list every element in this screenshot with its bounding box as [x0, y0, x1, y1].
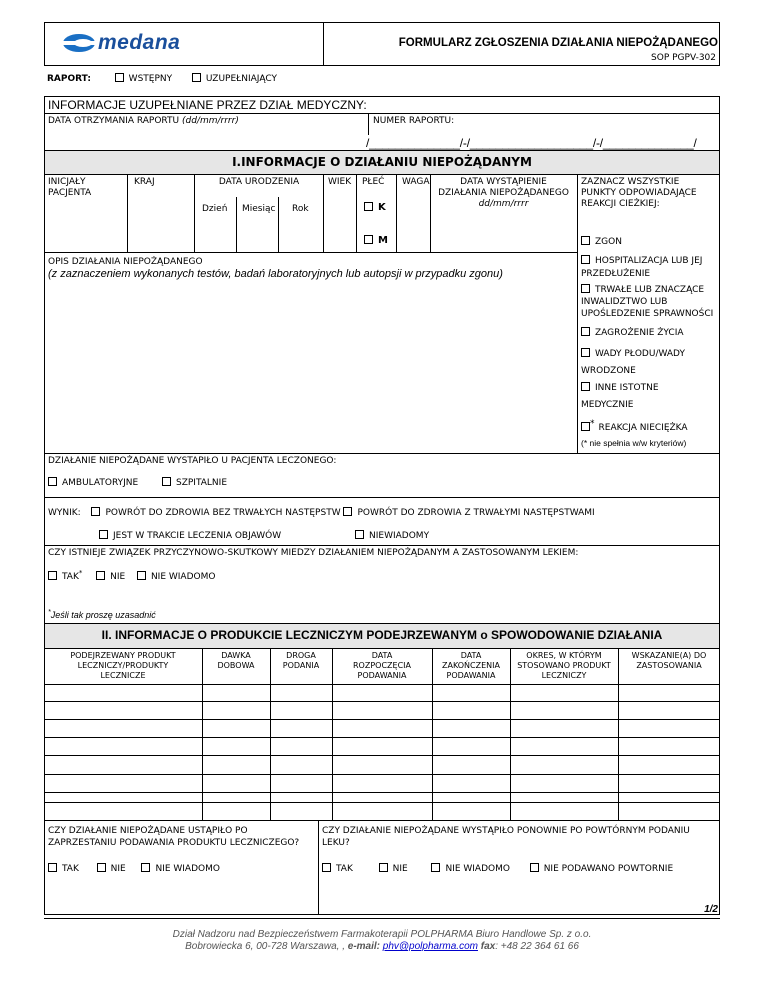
date-received-label: DATA OTRZYMANIA RAPORTU (dd/mm/rrrr)	[48, 116, 239, 126]
logo-text: medana	[98, 31, 181, 54]
criteria-other[interactable]: INNE ISTOTNE MEDYCZNIE	[581, 383, 659, 410]
sex-female[interactable]: K	[364, 202, 386, 213]
criteria-hospitalization[interactable]: HOSPITALIZACJA LUB JEJ PRZEDŁUŻENIE	[581, 256, 703, 279]
dob-year: Rok	[292, 204, 309, 214]
sex-label: PŁEĆ	[362, 177, 385, 187]
outcome-label: WYNIK:	[48, 508, 81, 518]
table-row[interactable]	[44, 719, 720, 720]
page-number: 1/2	[704, 904, 718, 915]
outcome-ongoing[interactable]: JEST W TRAKCIE LECZENIA OBJAWÓW	[99, 530, 281, 541]
form-title: FORMULARZ ZGŁOSZENIA DZIAŁANIA NIEPOŻĄDANEGO	[398, 37, 718, 49]
col-route: DROGA PODANIA	[282, 651, 320, 670]
criteria-birth-defect[interactable]: WADY PŁODU/WADY WRODZONE	[581, 349, 685, 376]
table-row[interactable]	[44, 802, 720, 803]
dechallenge-unknown[interactable]: NIE WIADOMO	[141, 864, 220, 874]
footer-email-link[interactable]: phv@polpharma.com	[382, 941, 478, 952]
dechallenge-question: CZY DZIAŁANIE NIEPOŻĄDANE USTĄPIŁO PO ZAPRZESTANIU PODAWANIA PRODUKTU LECZNICZEGO?	[48, 826, 300, 848]
rechallenge-no[interactable]: NIE	[379, 864, 408, 874]
initials-label: INICJAŁY PACJENTA	[48, 177, 92, 198]
date-received-field[interactable]: /______________/-/___________________/-/______________/	[366, 136, 697, 150]
table-row[interactable]	[44, 737, 720, 738]
dob-day: Dzień	[202, 204, 228, 214]
criteria-non-serious-note: (* nie spełnia w/w kryteriów)	[581, 438, 687, 448]
causal-footnote: *Jeśli tak proszę uzasadnić	[48, 609, 156, 620]
causal-yes[interactable]: TAK*	[48, 572, 82, 582]
table-row[interactable]	[44, 755, 720, 756]
criteria-non-serious[interactable]: * REAKCJA NIECIĘŻKA	[581, 419, 688, 433]
description-note: (z zaznaczeniem wykonanych testów, badań laboratoryjnych lub autopsji w przypadku zgonu)	[48, 268, 503, 280]
causal-unknown[interactable]: NIE WIADOMO	[137, 572, 216, 582]
logo	[62, 31, 212, 55]
report-initial-checkbox[interactable]	[115, 73, 124, 82]
dechallenge-yes[interactable]: TAK	[48, 864, 79, 874]
sex-male[interactable]: M	[364, 235, 388, 246]
causal-no[interactable]: NIE	[96, 572, 125, 582]
section2-title: II. INFORMACJE O PRODUKCIE LECZNICZYM PODEJRZEWANYM o SPOWODOWANIE DZIAŁANIA	[101, 628, 663, 642]
dechallenge-no[interactable]: NIE	[97, 864, 126, 874]
outcome-sequelae[interactable]: POWRÓT DO ZDROWIA Z TRWAŁYMI NASTĘPSTWAMI	[343, 508, 594, 518]
country-label: KRAJ	[134, 177, 155, 187]
treated-label: DZIAŁANIE NIEPOŻĄDANE WYSTAPIŁO U PACJENTA LECZONEGO:	[48, 456, 337, 466]
causal-label: CZY ISTNIEJE ZWIĄZEK PRZYCZYNOWO-SKUTKOWY MIEDZY DZIAŁANIEM NIEPOŻĄDANYM A ZASTOSOWANYM LEKIEM:	[48, 548, 579, 558]
report-label: RAPORT:	[47, 74, 91, 84]
treated-ambulatory[interactable]: AMBULATORYJNE	[48, 477, 138, 488]
rechallenge-question: CZY DZIAŁANIE NIEPOŻĄDANE WYSTĄPIŁO PONOWNIE PO POWTÓRNYM PODANIU LEKU?	[322, 826, 690, 848]
serious-label: ZAZNACZ WSZYSTKIE PUNKTY ODPOWIADAJĄCE REAKCJI CIEŻKIEJ:	[581, 177, 697, 209]
col-start-date: DATA ROZPOCZĘCIA PODAWANIA	[353, 651, 411, 680]
col-product: PODEJRZEWANY PRODUKT LECZNICZY/PRODUKTY LECZNICZE	[70, 651, 176, 680]
table-row[interactable]	[44, 792, 720, 793]
report-number-label: NUMER RAPORTU:	[373, 116, 455, 126]
onset-label: DATA WYSTĄPIENIE DZIAŁANIA NIEPOŻĄDANEGO dd/mm/rrrr	[438, 177, 569, 209]
col-period: OKRES, W KTÓRYM STOSOWANO PRODUKT LECZNICZY	[517, 651, 611, 680]
col-indication: WSKAZANIE(A) DO ZASTOSOWANIA	[631, 651, 707, 670]
dob-label: DATA URODZENIA	[218, 177, 300, 187]
report-initial-label: WSTĘPNY	[128, 74, 173, 84]
rechallenge-not-repeated[interactable]: NIE PODAWANO POWTORNIE	[530, 864, 673, 874]
rechallenge-options	[322, 863, 673, 874]
col-dose: DAWKA DOBOWA	[217, 651, 255, 670]
rechallenge-yes[interactable]: TAK	[322, 864, 353, 874]
age-label: WIEK	[328, 177, 352, 187]
medana-logo-icon	[62, 32, 96, 54]
col-end-date: DATA ZAKOŃCZENIA PODAWANIA	[442, 651, 500, 680]
treated-hospital[interactable]: SZPITALNIE	[162, 477, 227, 488]
criteria-death[interactable]: ZGON	[581, 236, 622, 247]
report-type-row	[47, 73, 277, 84]
outcome-unknown[interactable]: NIEWIADOMY	[355, 530, 429, 541]
section1-title: I.INFORMACJE O DZIAŁANIU NIEPOŻĄDANYM	[232, 155, 532, 169]
report-supplementary-label: UZUPEŁNIAJĄCY	[205, 74, 278, 84]
form-code: SOP PGPV-302	[651, 53, 716, 63]
table-row[interactable]	[44, 774, 720, 775]
criteria-life-threat[interactable]: ZAGROŻENIE ŻYCIA	[581, 327, 684, 338]
criteria-disability[interactable]: TRWAŁE LUB ZNACZĄCE INWALIDZTWO LUB UPOŚLEDZENIE SPRAWNOŚCI	[581, 285, 714, 319]
description-field[interactable]	[46, 284, 574, 450]
footer-address-2: Bobrowiecka 6, 00-728 Warszawa, , e-mail: phv@polpharma.com fax: +48 22 364 61 66	[185, 941, 579, 952]
outcome-row-1	[48, 507, 595, 518]
rechallenge-unknown[interactable]: NIE WIADOMO	[431, 864, 510, 874]
causal-options	[48, 569, 215, 582]
medical-title: INFORMACJE UZUPEŁNIANE PRZEZ DZIAŁ MEDYCZNY:	[48, 98, 367, 112]
report-supplementary-checkbox[interactable]	[192, 73, 201, 82]
description-label: OPIS DZIAŁANIA NIEPOŻĄDANEGO	[48, 257, 203, 267]
dob-month: Miesiąc	[242, 204, 276, 214]
table-row[interactable]	[44, 701, 720, 702]
outcome-recovered[interactable]: POWRÓT DO ZDROWIA BEZ TRWAŁYCH NASTĘPSTW	[91, 508, 340, 518]
dechallenge-options	[48, 863, 220, 874]
footer-address-1: Dział Nadzoru nad Bezpieczeństwem Farmakoterapii POLPHARMA Biuro Handlowe Sp. z o.o.	[172, 929, 592, 940]
weight-label: WAGA	[402, 177, 430, 187]
